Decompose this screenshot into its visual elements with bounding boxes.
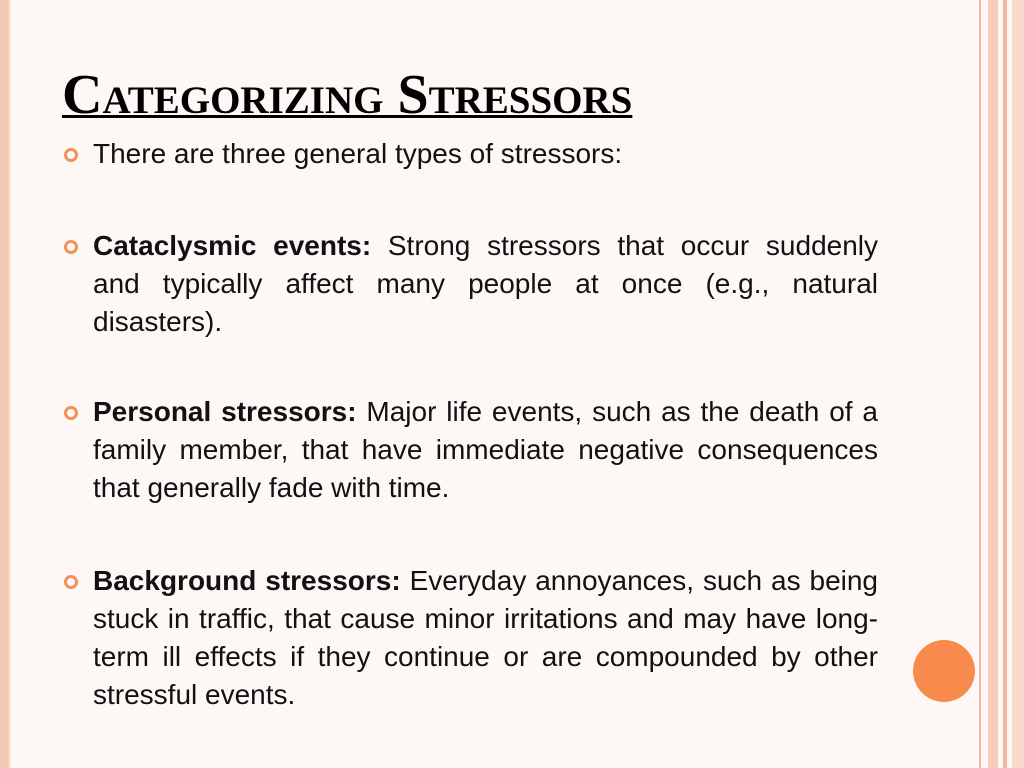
bullet-text [93, 393, 878, 507]
bullet-text [93, 562, 878, 714]
bullet-text [93, 135, 878, 173]
orange-dot-decoration [913, 640, 975, 702]
bullet-body: Strong stressors that occur suddenly and typically affect many people at once (e.g., natural disasters). [93, 230, 879, 337]
hollow-circle-bullet-icon [64, 406, 78, 420]
bullet-term: Cataclysmic events: [93, 230, 372, 261]
left-border-inner [9, 0, 11, 768]
right-border-line [1003, 0, 1007, 768]
bullet-body: There are three general types of stressors: [93, 138, 623, 169]
right-border-line [979, 0, 981, 768]
right-border-outer [1012, 0, 1024, 768]
bullet-term: Personal stressors: [93, 396, 357, 427]
bullet-body: Major life events, such as the death of a family member, that have immediate negative consequences that generally fade with time. [93, 396, 878, 503]
slide-title: Categorizing Stressors [62, 64, 633, 126]
right-border-band [988, 0, 998, 768]
bullet-text [93, 227, 878, 341]
hollow-circle-bullet-icon [64, 575, 78, 589]
hollow-circle-bullet-icon [64, 148, 78, 162]
hollow-circle-bullet-icon [64, 240, 78, 254]
bullet-term: Background stressors: [93, 565, 401, 596]
left-border [0, 0, 9, 768]
bullet-body: Everyday annoyances, such as being stuck in traffic, that cause minor irritations and may have long-term ill effects if they continue or are compounded by other stressful events. [93, 565, 879, 710]
